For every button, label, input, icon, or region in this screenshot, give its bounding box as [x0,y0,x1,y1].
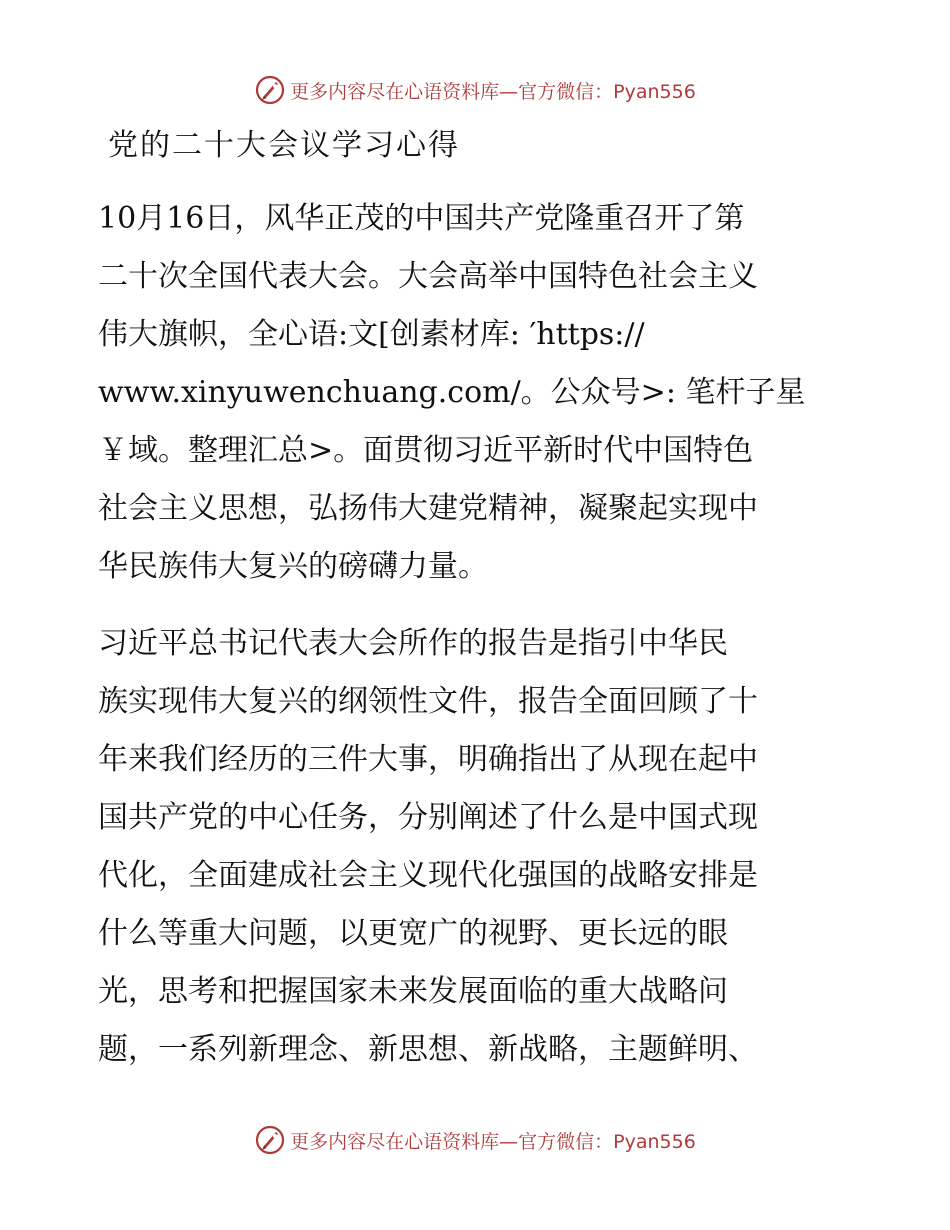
text-line: 光，思考和把握国家未来发展面临的重大战略问 [98,974,728,1009]
text-line: 年来我们经历的三件大事，明确指出了从现在起中 [98,742,758,777]
text-line: 习近平总书记代表大会所作的报告是指引中华民 [98,626,728,661]
text-line: 伟大旗帜，全心语:文[创素材库: ′https:// [98,317,645,352]
text-line: 代化，全面建成社会主义现代化强国的战略安排是 [98,858,758,893]
text-line: 题，一系列新理念、新思想、新战略，主题鲜明、 [98,1032,758,1067]
text-line: www.xinyuwenchuang.com/。公众号>: 笔杆子星 [98,375,806,410]
header-watermark [0,70,950,110]
text-line: 华民族伟大复兴的磅礴力量。 [98,549,488,584]
quill-logo-icon [254,1124,286,1156]
watermark-text: 更多内容尽在心语资料库—官方微信：Pyan556 [290,1130,696,1153]
document-title: 党的二十大会议学习心得 [108,128,460,163]
text-line: 10月16日，风华正茂的中国共产党隆重召开了第 [98,201,745,236]
text-line: 二十次全国代表大会。大会高举中国特色社会主义 [98,259,758,294]
text-line: 社会主义思想，弘扬伟大建党精神，凝聚起实现中 [98,491,758,526]
text-line: 什么等重大问题，以更宽广的视野、更长远的眼 [98,916,728,951]
paragraph-2 [98,615,858,1079]
quill-logo-icon [254,74,286,106]
footer-watermark [0,1120,950,1160]
text-line: 族实现伟大复兴的纲领性文件，报告全面回顾了十 [98,684,758,719]
text-line: ￥域。整理汇总>。面贯彻习近平新时代中国特色 [98,433,754,468]
text-line: 国共产党的中心任务，分别阐述了什么是中国式现 [98,800,758,835]
paragraph-1 [98,190,858,596]
watermark-text: 更多内容尽在心语资料库—官方微信：Pyan556 [290,80,696,103]
